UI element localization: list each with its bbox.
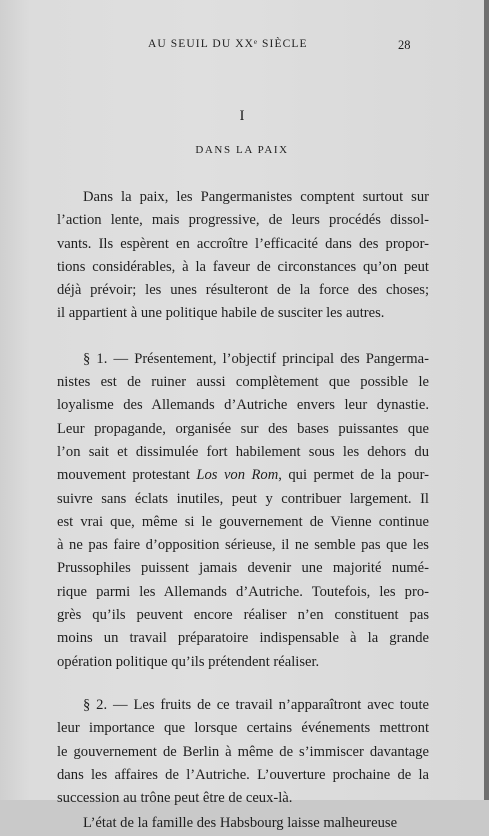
text-line: § 1. — Présentement, l’objectif principal des Pangerma- xyxy=(83,350,429,367)
text-line: Leur propagande, organisée sur des bases puissantes que xyxy=(57,420,429,437)
paragraph-section-1 xyxy=(57,348,429,674)
paragraph-intro xyxy=(57,186,429,326)
book-spine-edge xyxy=(484,0,489,800)
paragraph-section-2 xyxy=(57,694,429,810)
text-line: rique parmi les Allemands d’Autriche. Toutefois, les pro- xyxy=(57,583,429,600)
text-line: l’on sait et dissimulée fort habilement sous les dehors du xyxy=(57,443,429,460)
text-line: le gouvernement de Berlin à même de s’immiscer davantage xyxy=(57,743,429,760)
text-line: grès qu’ils peuvent encore réaliser n’en constituent pas xyxy=(57,607,429,624)
text-line: tions considérables, à la faveur de circonstances qu’on peut xyxy=(57,258,429,275)
text-line: moins un travail préparatoire indispensable à la grande xyxy=(57,630,429,647)
text-line: vants. Ils espèrent en accroître l’efficacité dans des propor- xyxy=(57,235,429,252)
paragraph-habsbourg xyxy=(57,812,429,835)
page-number: 28 xyxy=(398,38,411,52)
text-line: dans les affaires de l’Autriche. L’ouverture prochaine de la xyxy=(57,766,429,783)
text-line: nistes est de ruiner aussi complètement que possible le xyxy=(57,374,429,391)
text-line: § 2. — Les fruits de ce travail n’apparaîtront avec toute xyxy=(83,696,429,713)
paragraph-gap xyxy=(57,674,429,694)
text-line: l’action lente, mais progressive, de leurs procédés dissol- xyxy=(57,212,429,229)
text-line: leur importance que lorsque certains événements mettront xyxy=(57,720,429,737)
running-head: AU SEUIL DU XXᵉ SIÈCLE xyxy=(148,38,308,50)
text-line: opération politique qu’ils prétendent réaliser. xyxy=(57,653,320,670)
text-line: déjà prévoir; les unes résulteront de la force des choses; xyxy=(57,282,429,299)
page-header xyxy=(0,38,484,54)
chapter-number: I xyxy=(239,108,245,124)
text-line: succession au trône peut être de ceux-là. xyxy=(57,790,293,807)
text-line: L’état de la famille des Habsbourg laisse malheureuse xyxy=(83,815,398,832)
paragraph-gap xyxy=(57,326,429,348)
italic-term: Los von Rom xyxy=(196,467,279,484)
text-line: mouvement protestant Los von Rom, qui permet de la pour- xyxy=(57,467,429,484)
text-line: Prussophiles puissent jamais devenir une majorité numé- xyxy=(57,560,429,577)
text-line: à ne pas faire d’opposition sérieuse, il ne semble pas que les xyxy=(57,537,429,554)
text-line: il appartient à une politique habile de susciter les autres. xyxy=(57,305,385,322)
text-line: suivre sans éclats inutiles, peut y contribuer largement. Il xyxy=(57,490,429,507)
text-line: Dans la paix, les Pangermanistes comptent surtout sur xyxy=(83,189,429,205)
text-line: loyalisme des Allemands d’Autriche envers leur dynastie. xyxy=(57,397,429,414)
chapter-title: DANS LA PAIX xyxy=(195,144,289,156)
text-line: est vrai que, même si le gouvernement de Vienne continue xyxy=(57,513,429,530)
body-text xyxy=(57,186,429,836)
